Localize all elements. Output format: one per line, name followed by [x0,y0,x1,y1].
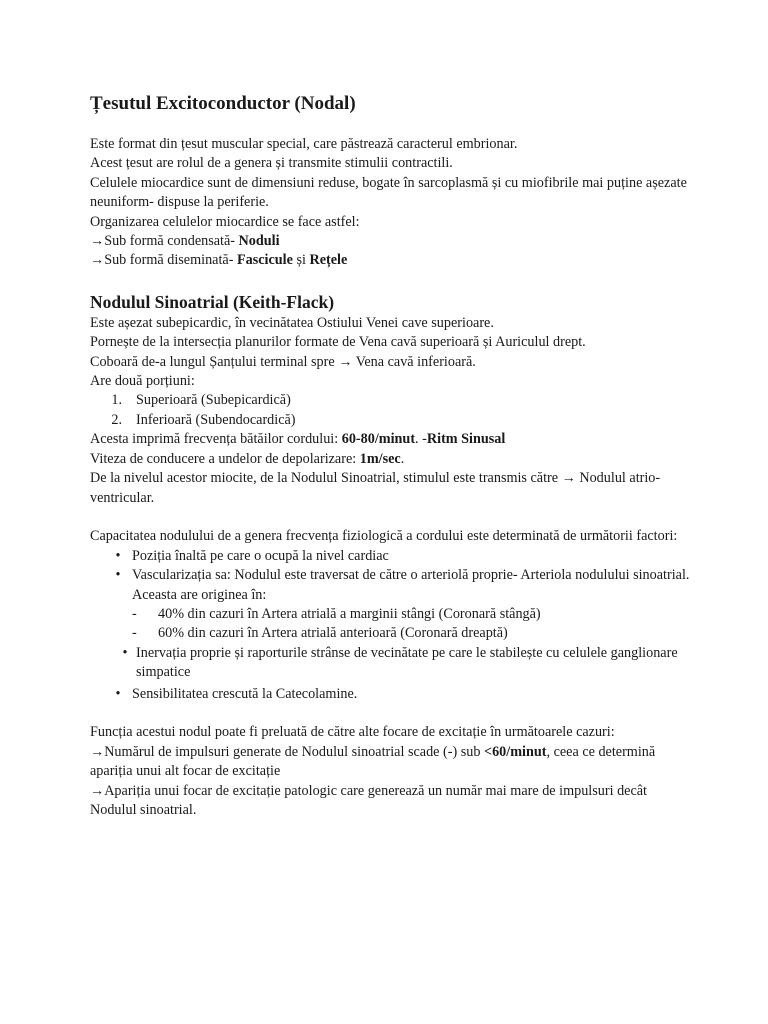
dash-icon: - [132,625,137,642]
factor-item: • Vascularizația sa: Nodulul este traversat de către o arteriolă proprie- Arteriola nodulului sinoatrial. Aceasta are originea în: [104,566,690,605]
transmit-line: De la nivelul acestor miocite, de la Nodulul Sinoatrial, stimulul este transmis către → Nodulul atrio-ventricular. [90,470,661,506]
page-title: Țesutul Excitoconductor (Nodal) [90,93,356,114]
factors-intro: Capacitatea nodulului de a genera frecvența fiziologică a cordului este determinată de următorii factori: [90,528,678,545]
origin-item: - 60% din cazuri în Artera atrială anterioară (Coronară dreaptă) [132,624,690,643]
dash-icon: - [132,605,137,622]
intro-line-3: Celulele miocardice sunt de dimensiuni reduse, bogate în sarcoplasmă și cu miofibrile mai puține așezate neuniform- dispuse la periferie. [90,174,687,211]
frequency-line: Acesta imprimă frecvența bătăilor cordului: 60-80/minut. -Ritm Sinusal [90,431,506,448]
section-title: Nodulul Sinoatrial (Keith-Flack) [90,291,335,312]
bullet-icon: • [115,567,121,584]
intro-line-1: Este format din țesut muscular special, care păstrează caracterul embrionar. [90,136,518,152]
factor-item: • Inervația proprie și raporturile strânse de vecinătate pe care le stabilește cu celulele ganglionare simpatice [114,644,690,683]
sa-line-3: Coboară de-a lungul Șanțului terminal spre → Vena cavă inferioară. [90,353,476,370]
function-intro: Funcția acestui nodul poate fi preluată de către alte focare de excitație în următoarele cazuri: [90,724,615,741]
factor-item: • Poziția înaltă pe care o ocupă la nivel cardiac [104,547,690,566]
case-line-1: →Numărul de impulsuri generate de Nodulul sinoatrial scade (-) sub <60/minut, ceea ce determină apariția unui alt focar de excitație [90,743,656,780]
portion-item: 1. Superioară (Subepicardică) [111,392,291,409]
speed-line: Viteza de conducere a undelor de depolarizare: 1m/sec. [90,450,405,467]
sa-line-4: Are două porțiuni: [90,373,195,390]
case-line-2: →Apariția unui focar de excitație patologic care generează un număr mai mare de impulsuri decât Nodulul sinoatrial. [90,782,647,818]
factor-item: • Sensibilitatea crescută la Catecolamine. [104,685,690,704]
org-disseminated: →Sub formă diseminată- Fascicule și Rețele [90,252,348,269]
origin-item: - 40% din cazuri în Artera atrială a marginii stângi (Coronară stângă) [132,605,690,624]
bullet-icon: • [122,644,128,661]
sa-line-1: Este așezat subepicardic, în vecinătatea Ostiului Venei cave superioare. [90,314,494,331]
sa-line-2: Pornește de la intersecția planurilor formate de Vena cavă superioară și Auriculul drept. [90,334,586,351]
document-content [90,92,690,820]
org-condensed: →Sub formă condensată- Noduli [90,233,280,250]
intro-line-4: Organizarea celulelor miocardice se face astfel: [90,213,360,230]
portion-item: 2. Inferioară (Subendocardică) [111,411,296,428]
bullet-icon: • [115,547,121,564]
bullet-icon: • [115,685,121,702]
intro-line-2: Acest țesut are rolul de a genera și transmite stimulii contractili. [90,155,453,172]
